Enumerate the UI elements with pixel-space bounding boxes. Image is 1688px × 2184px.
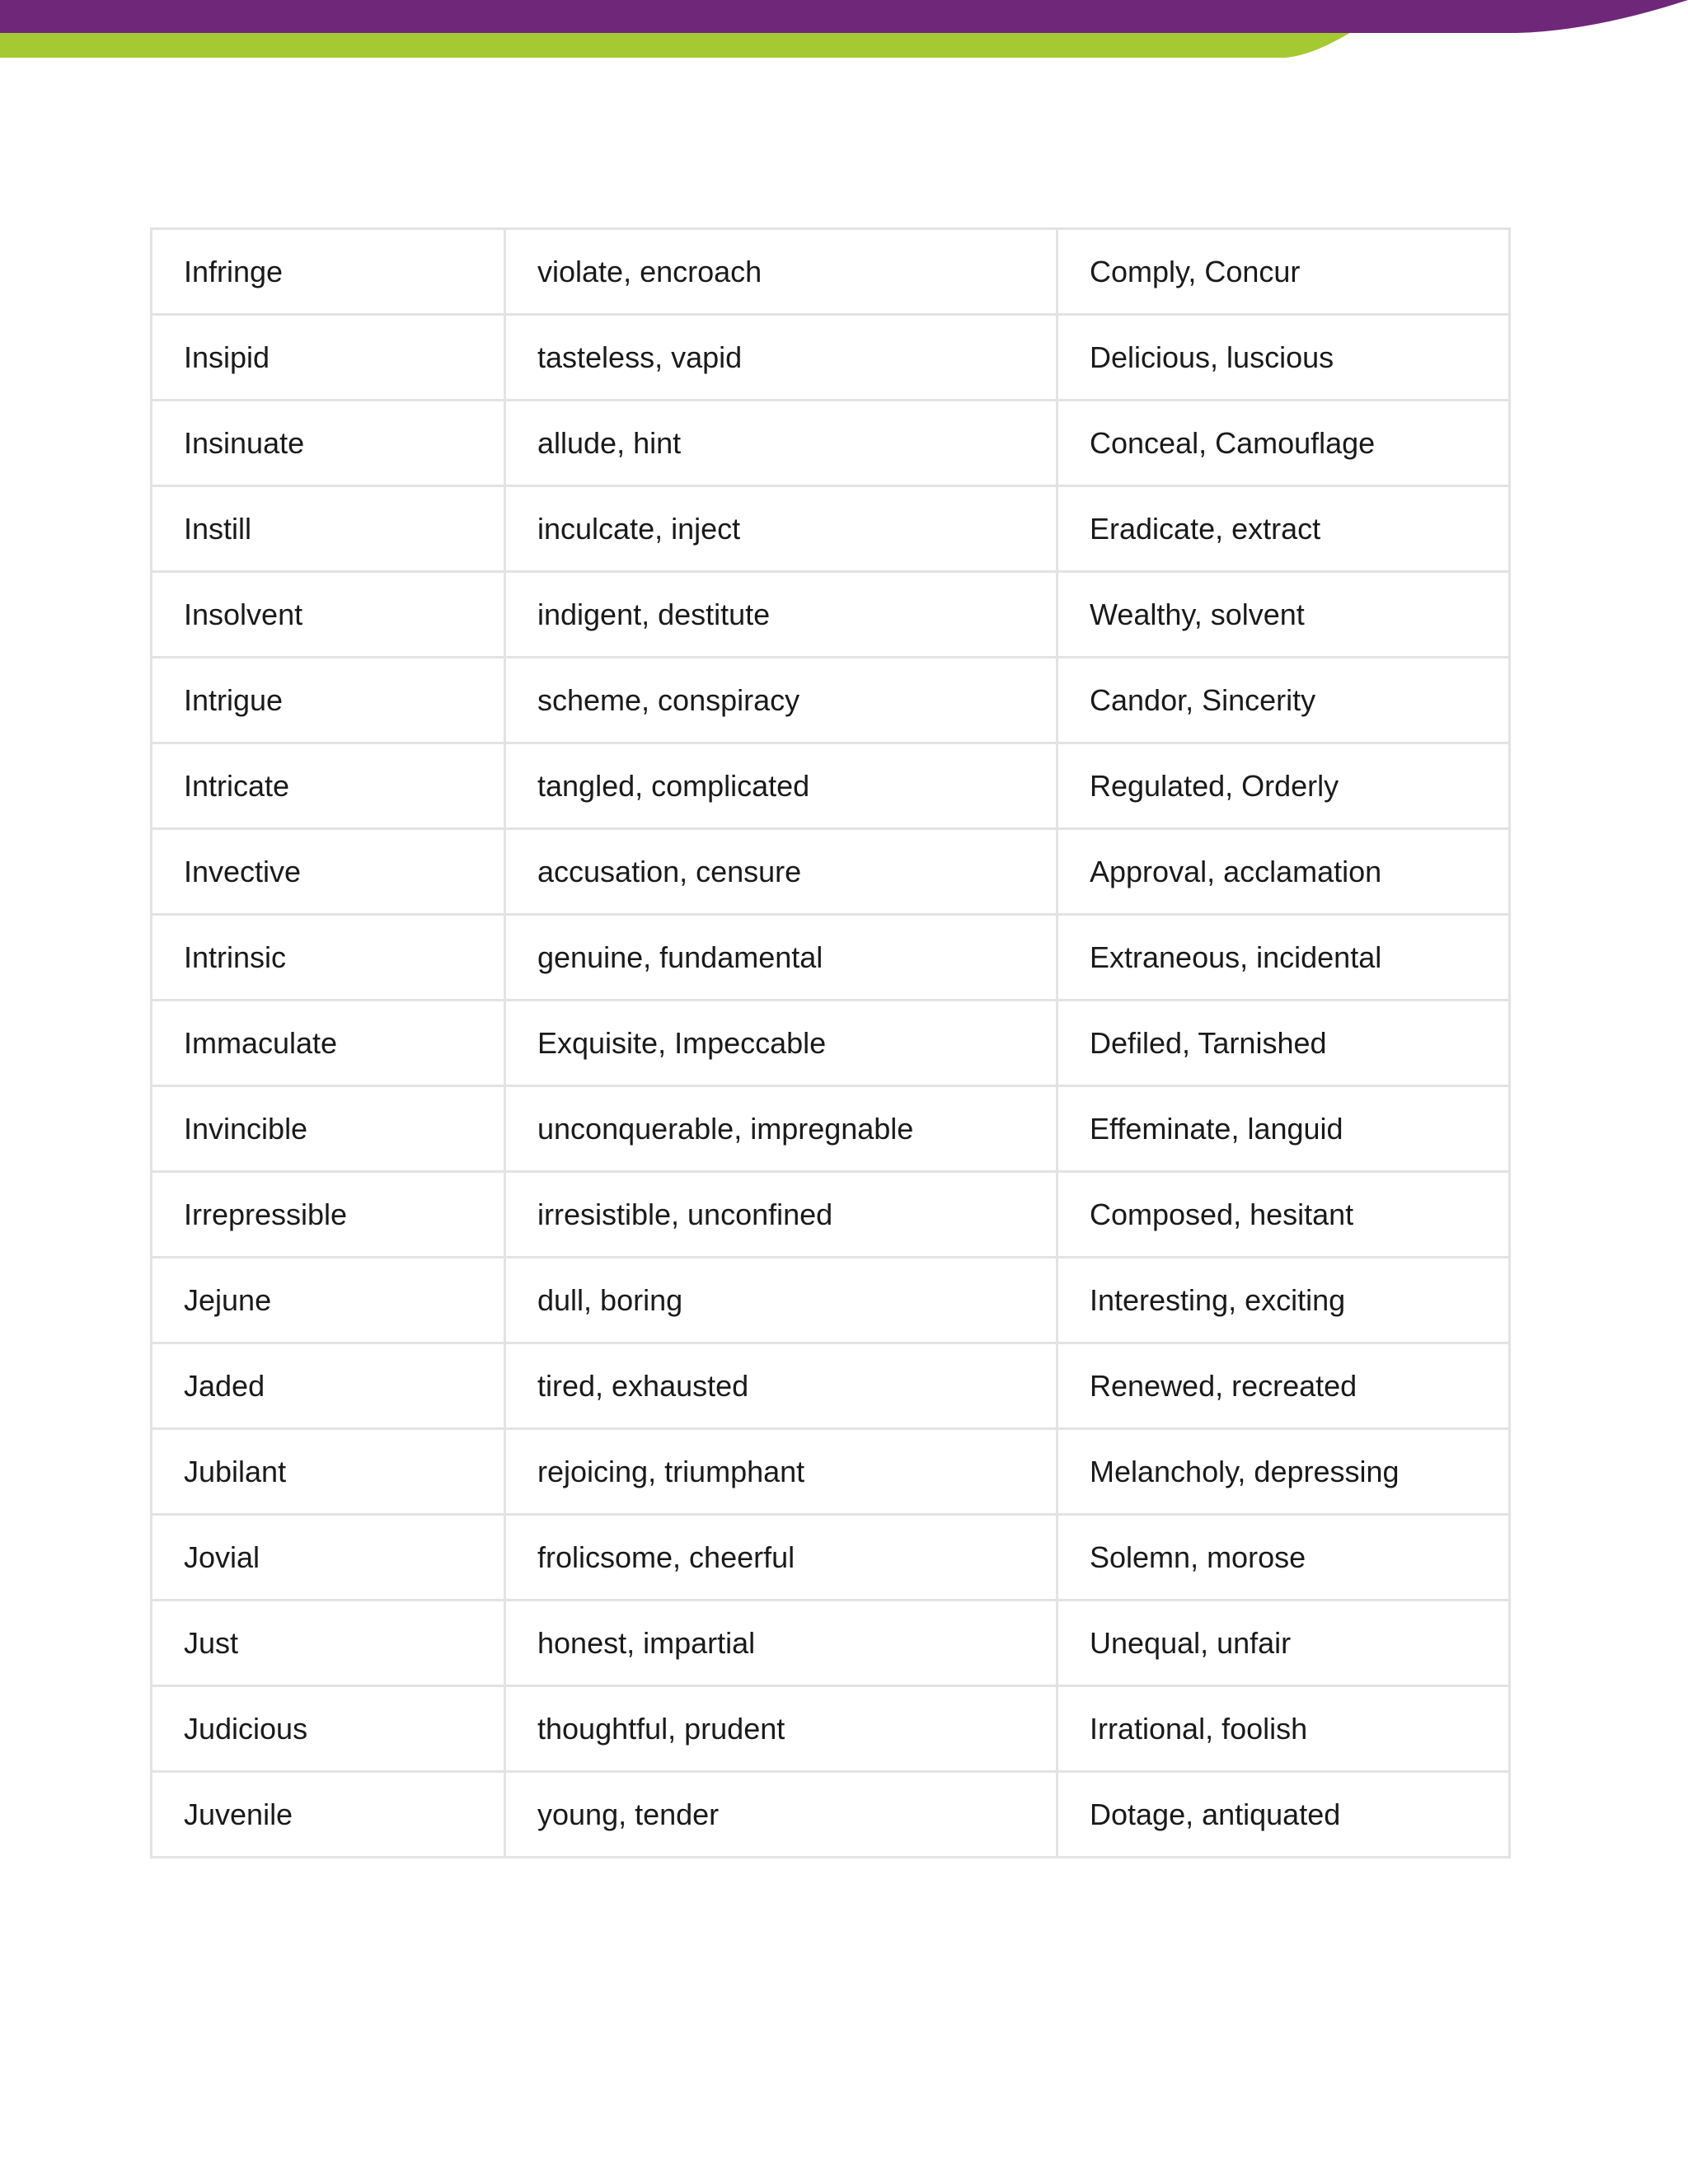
- synonyms-cell: unconquerable, impregnable: [505, 1086, 1057, 1172]
- antonyms-cell: Effeminate, languid: [1057, 1086, 1510, 1172]
- table-row: [152, 572, 1510, 658]
- word-cell: Invective: [152, 829, 505, 915]
- word-cell: Insolvent: [152, 572, 505, 658]
- antonyms-cell: Regulated, Orderly: [1057, 743, 1510, 829]
- synonyms-cell: tired, exhausted: [505, 1343, 1057, 1429]
- table-row: [152, 658, 1510, 743]
- antonyms-cell: Eradicate, extract: [1057, 486, 1510, 572]
- table-row: [152, 1172, 1510, 1258]
- word-cell: Jaded: [152, 1343, 505, 1429]
- antonyms-cell: Solemn, morose: [1057, 1515, 1510, 1601]
- table-row: [152, 315, 1510, 401]
- word-cell: Judicious: [152, 1686, 505, 1772]
- table-row: [152, 1343, 1510, 1429]
- synonyms-cell: allude, hint: [505, 401, 1057, 486]
- antonyms-cell: Delicious, luscious: [1057, 315, 1510, 401]
- table-row: [152, 1258, 1510, 1343]
- synonyms-cell: Exquisite, Impeccable: [505, 1001, 1057, 1086]
- synonyms-cell: genuine, fundamental: [505, 915, 1057, 1001]
- table-row: [152, 1086, 1510, 1172]
- antonyms-cell: Wealthy, solvent: [1057, 572, 1510, 658]
- table-row: [152, 829, 1510, 915]
- vocabulary-table: [150, 227, 1511, 1858]
- word-cell: Intricate: [152, 743, 505, 829]
- word-cell: Insipid: [152, 315, 505, 401]
- word-cell: Jejune: [152, 1258, 505, 1343]
- table-row: [152, 1001, 1510, 1086]
- synonyms-cell: scheme, conspiracy: [505, 658, 1057, 743]
- table-row: [152, 1601, 1510, 1686]
- table-row: [152, 1429, 1510, 1515]
- synonyms-cell: inculcate, inject: [505, 486, 1057, 572]
- synonyms-cell: tasteless, vapid: [505, 315, 1057, 401]
- antonyms-cell: Conceal, Camouflage: [1057, 401, 1510, 486]
- antonyms-cell: Candor, Sincerity: [1057, 658, 1510, 743]
- word-cell: Infringe: [152, 229, 505, 315]
- word-cell: Intrinsic: [152, 915, 505, 1001]
- synonyms-cell: young, tender: [505, 1772, 1057, 1858]
- vocabulary-table-body: [152, 229, 1510, 1858]
- antonyms-cell: Composed, hesitant: [1057, 1172, 1510, 1258]
- table-row: [152, 401, 1510, 486]
- synonyms-cell: indigent, destitute: [505, 572, 1057, 658]
- antonyms-cell: Melancholy, depressing: [1057, 1429, 1510, 1515]
- antonyms-cell: Extraneous, incidental: [1057, 915, 1510, 1001]
- antonyms-cell: Dotage, antiquated: [1057, 1772, 1510, 1858]
- word-cell: Jovial: [152, 1515, 505, 1601]
- header-purple-band: [0, 0, 1688, 33]
- synonyms-cell: frolicsome, cheerful: [505, 1515, 1057, 1601]
- synonyms-cell: dull, boring: [505, 1258, 1057, 1343]
- word-cell: Invincible: [152, 1086, 505, 1172]
- table-row: [152, 1772, 1510, 1858]
- header-wave-graphic: [0, 0, 1688, 66]
- word-cell: Juvenile: [152, 1772, 505, 1858]
- table-row: [152, 486, 1510, 572]
- synonyms-cell: rejoicing, triumphant: [505, 1429, 1057, 1515]
- word-cell: Jubilant: [152, 1429, 505, 1515]
- synonyms-cell: thoughtful, prudent: [505, 1686, 1057, 1772]
- table-row: [152, 1686, 1510, 1772]
- antonyms-cell: Approval, acclamation: [1057, 829, 1510, 915]
- synonyms-cell: violate, encroach: [505, 229, 1057, 315]
- antonyms-cell: Interesting, exciting: [1057, 1258, 1510, 1343]
- synonyms-cell: tangled, complicated: [505, 743, 1057, 829]
- antonyms-cell: Irrational, foolish: [1057, 1686, 1510, 1772]
- word-cell: Intrigue: [152, 658, 505, 743]
- synonyms-cell: accusation, censure: [505, 829, 1057, 915]
- antonyms-cell: Comply, Concur: [1057, 229, 1510, 315]
- word-cell: Irrepressible: [152, 1172, 505, 1258]
- word-cell: Insinuate: [152, 401, 505, 486]
- synonyms-cell: irresistible, unconfined: [505, 1172, 1057, 1258]
- antonyms-cell: Defiled, Tarnished: [1057, 1001, 1510, 1086]
- word-cell: Immaculate: [152, 1001, 505, 1086]
- table-row: [152, 915, 1510, 1001]
- table-row: [152, 229, 1510, 315]
- table-row: [152, 743, 1510, 829]
- antonyms-cell: Renewed, recreated: [1057, 1343, 1510, 1429]
- word-cell: Instill: [152, 486, 505, 572]
- antonyms-cell: Unequal, unfair: [1057, 1601, 1510, 1686]
- synonyms-cell: honest, impartial: [505, 1601, 1057, 1686]
- table-row: [152, 1515, 1510, 1601]
- header-banner: [0, 0, 1688, 66]
- word-cell: Just: [152, 1601, 505, 1686]
